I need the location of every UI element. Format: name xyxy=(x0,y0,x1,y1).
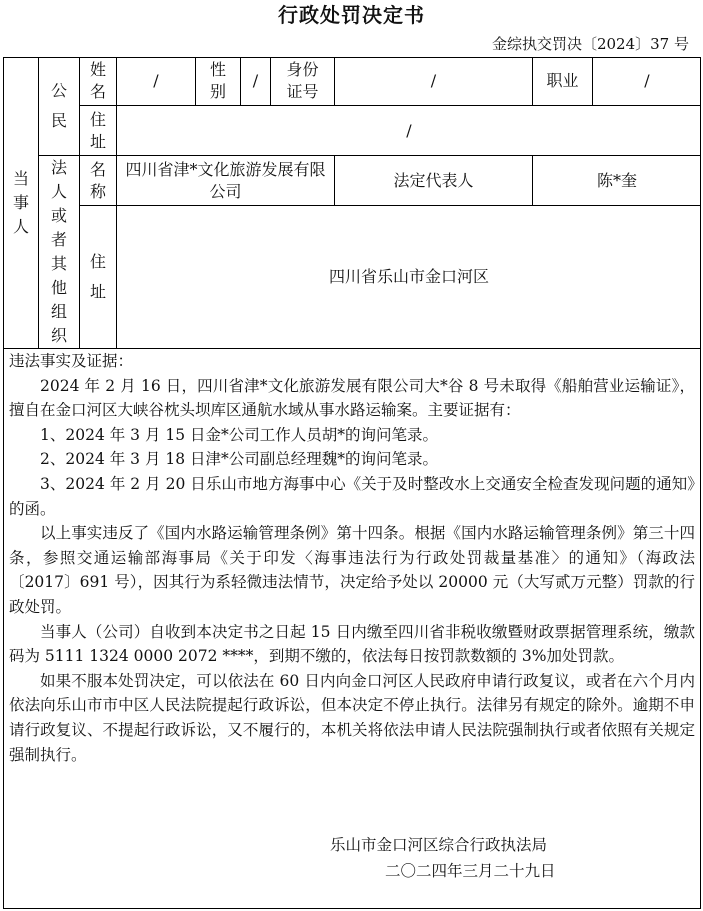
payment-paragraph: 当事人（公司）自收到本决定书之日起 15 日内缴至四川省非税收缴暨财政票据管理系统，缴款码为 5111 1324 0000 2072 ****，到期不缴的，依法每日按罚款数额的 3%加处罚款。 xyxy=(9,622,695,666)
org-address-label: 住址 xyxy=(89,252,106,301)
decision-paragraph: 以上事实违反了《国内水路运输管理条例》第十四条。根据《国内水路运输管理条例》第三十四条，参照交通运输部海事局《关于印发〈海事违法行为行政处罚裁量基准〉的通知》（海政法〔2017〕691 号），因其行为系轻微违法情节，决定给予处以 20000 元（大写贰万元整）罚款的行政处罚。 xyxy=(9,524,695,616)
citizen-address-label: 住址 xyxy=(89,109,106,151)
name-value: / xyxy=(153,71,159,90)
id-label: 身份证号 xyxy=(286,60,319,101)
evidence-item: 3、2024 年 2 月 20 日乐山市地方海事中心《关于及时整改水上交通安全检查发现问题的通知》的函。 xyxy=(9,474,695,518)
party-label: 当事人 xyxy=(12,168,29,236)
org-name-value: 四川省津*文化旅游发展有限公司 xyxy=(125,159,326,201)
issue-date: 二〇二四年三月二十九日 xyxy=(385,862,556,880)
job-value: / xyxy=(644,71,650,90)
document-number: 金综执交罚决〔2024〕37 号 xyxy=(491,35,689,53)
job-label: 职业 xyxy=(546,71,579,90)
org-address-value: 四川省乐山市金口河区 xyxy=(328,267,489,286)
issuing-agency: 乐山市金口河区综合行政执法局 xyxy=(330,836,548,854)
remedy-paragraph: 如果不服本处罚决定，可以依法在 60 日内向金口河区人民政府申请行政复议，或者在六个月内依法向乐山市市中区人民法院提起行政诉讼，但本决定不停止执行。法律另有规定的除外。逾期不申请行政复议、不提起行政诉讼，又不履行的，本机关将依法申请人民法院强制执行或者依照有关规定强制执行。 xyxy=(9,671,695,764)
facts-heading: 违法事实及证据： xyxy=(9,352,134,370)
facts-paragraph: 2024 年 2 月 16 日，四川省津*文化旅游发展有限公司大*谷 8 号未取得《船舶营业运输证》，擅自在金口河区大峡谷枕头坝库区通航水域从事水路运输案。主要证据有： xyxy=(9,376,695,420)
document-title: 行政处罚决定书 xyxy=(278,3,425,27)
evidence-item: 2、2024 年 3 月 18 日津*公司副总经理魏*的询问笔录。 xyxy=(40,450,439,469)
evidence-item: 1、2024 年 3 月 15 日金*公司工作人员胡*的询问笔录。 xyxy=(40,425,439,444)
legal-rep-value: 陈*奎 xyxy=(596,170,637,190)
citizen-address-value: / xyxy=(406,120,412,140)
org-label: 法人或者其他组织 xyxy=(50,158,67,345)
gender-label: 性别 xyxy=(209,60,226,101)
name-label: 姓名 xyxy=(89,60,106,101)
gender-value: / xyxy=(252,71,259,90)
id-value: / xyxy=(430,71,437,90)
org-name-label: 名称 xyxy=(89,159,106,201)
citizen-label: 公民 xyxy=(50,81,67,130)
legal-rep-label: 法定代表人 xyxy=(393,170,474,190)
decision-body xyxy=(9,349,695,767)
